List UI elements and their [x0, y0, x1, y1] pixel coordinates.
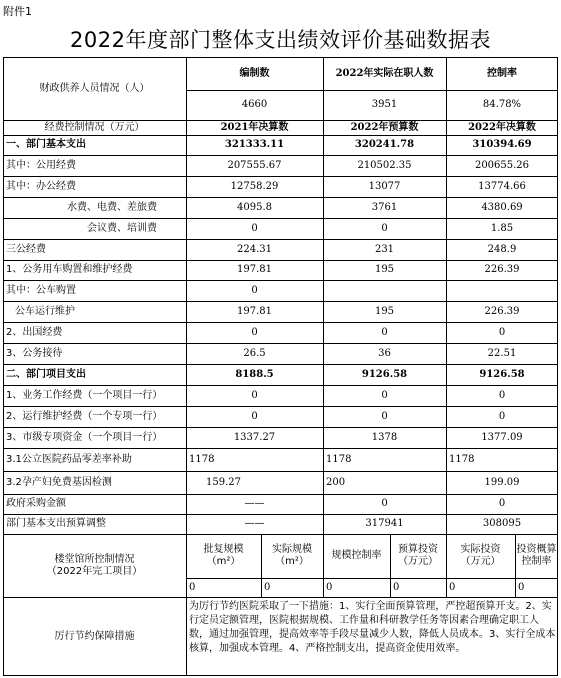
table-rule	[323, 534, 324, 597]
table-cell: 36	[378, 347, 391, 359]
table-cell: 248.9	[487, 243, 517, 255]
table-cell: 231	[374, 243, 395, 255]
table-cell: 3761	[371, 201, 398, 213]
table-rule	[3, 57, 4, 676]
table-rule	[3, 322, 558, 323]
table-rule	[3, 494, 558, 495]
table-rule	[3, 197, 558, 198]
table-cell: 159.27	[206, 476, 241, 488]
table-row-label: 其中：公用经费	[6, 159, 76, 171]
table-rule	[3, 57, 558, 58]
building-header-text: （m²）	[275, 556, 309, 567]
table-row-label: 3.2孕产妇免费基因检测	[6, 476, 112, 488]
building-header-text: （万元）	[460, 556, 501, 567]
table-rule	[3, 675, 558, 676]
table-rule	[3, 280, 558, 281]
table-cell: 0	[381, 410, 388, 422]
table-row-label: 公车运行维护	[15, 305, 75, 317]
table-cell: 226.39	[484, 264, 520, 275]
table-rule	[3, 427, 558, 428]
table-cell: 0	[251, 389, 258, 401]
table-rule	[323, 57, 324, 534]
table-cell: 9126.58	[479, 368, 525, 380]
table-row-label: 会议费、培训费	[87, 222, 157, 234]
table-cell: 195	[374, 305, 395, 317]
building-header	[390, 534, 446, 578]
building-value: 0	[393, 581, 400, 593]
table-cell: 197.81	[237, 264, 272, 275]
table-row-label: 一、部门基本支出	[6, 139, 86, 150]
staff-value: 4660	[241, 99, 268, 110]
table-row-label: 三公经费	[6, 243, 46, 255]
funding-label: 经费控制情况（万元）	[44, 121, 145, 133]
table-cell: ——	[244, 498, 265, 509]
table-cell: 1.85	[490, 222, 514, 234]
building-header	[186, 534, 261, 578]
table-rule	[3, 120, 558, 121]
building-value: 0	[264, 581, 271, 593]
table-rule	[3, 471, 558, 472]
page-title: 2022年度部门整体支出绩效评价基础数据表	[70, 28, 491, 52]
building-value: 0	[189, 581, 196, 593]
table-rule	[446, 534, 447, 597]
table-cell: 0	[498, 498, 506, 509]
table-cell: 200	[326, 476, 346, 488]
building-header-text: （万元）	[398, 556, 438, 567]
staff-label: 财政供养人员情况（人）	[39, 82, 150, 94]
table-rule	[3, 135, 558, 136]
table-row-label: 3.1公立医院药品零差率补助	[6, 453, 132, 465]
table-cell: 0	[251, 222, 258, 234]
table-cell: 26.5	[243, 347, 266, 359]
data-table	[3, 57, 558, 676]
table-cell: 200655.26	[474, 159, 530, 171]
table-rule	[186, 534, 187, 597]
building-value: 0	[449, 581, 456, 593]
table-rule	[3, 155, 558, 156]
table-rule	[390, 534, 391, 597]
building-header-text: 实际投资	[460, 544, 501, 555]
table-cell: 0	[251, 410, 258, 422]
funding-header: 2022年预算数	[350, 121, 419, 133]
table-row-label: 其中：公车购置	[6, 284, 76, 296]
table-cell: 13077	[368, 180, 401, 192]
table-cell: 308095	[482, 518, 522, 529]
table-cell: 1378	[371, 431, 398, 443]
table-rule	[3, 514, 558, 515]
table-rule	[557, 57, 558, 676]
table-cell: 4380.69	[481, 201, 523, 213]
table-cell: 0	[498, 326, 506, 338]
table-cell: 310394.69	[472, 139, 532, 150]
table-rule	[3, 218, 558, 219]
table-rule	[186, 578, 558, 579]
table-cell: 12758.29	[230, 180, 279, 192]
building-header	[446, 534, 515, 578]
table-cell: 1377.09	[481, 431, 523, 443]
table-row-label: 二、部门项目支出	[6, 368, 86, 380]
table-cell: 1337.27	[233, 431, 276, 443]
table-cell: 1178	[189, 453, 215, 465]
table-cell: 224.31	[237, 243, 272, 255]
attachment-label: 附件1	[3, 5, 32, 18]
table-cell: 9126.58	[361, 368, 408, 380]
table-cell: 0	[251, 284, 258, 296]
table-row-label: 3、市级专项资金（一个项目一行）	[6, 431, 163, 443]
table-cell: 317941	[365, 518, 404, 529]
table-rule	[3, 406, 558, 407]
table-row-label: 1、业务工作经费（一个项目一行）	[6, 389, 163, 401]
table-cell	[323, 280, 446, 301]
table-rule	[3, 301, 558, 302]
table-cell: 13774.66	[478, 180, 526, 192]
building-value: 0	[518, 581, 525, 593]
table-rule	[446, 57, 447, 534]
building-header-text: 批复规模	[203, 544, 244, 555]
building-value: 0	[326, 581, 333, 593]
table-row-label: 部门基本支出预算调整	[6, 518, 106, 529]
table-cell: 210502.35	[357, 159, 412, 171]
table-cell: 1178	[326, 453, 352, 465]
building-header	[323, 534, 390, 578]
building-header	[515, 534, 558, 578]
table-rule	[3, 385, 558, 386]
table-cell: 22.51	[487, 347, 517, 359]
table-row-label: 3、公务接待	[6, 347, 63, 359]
table-row-label: 2、运行维护经费（一个专项一行）	[6, 410, 163, 422]
building-header	[261, 534, 323, 578]
table-cell: 0	[381, 498, 388, 509]
table-row-label: 水费、电费、差旅费	[67, 201, 157, 213]
measures-text: 为厉行节约医院采取了一下措施：1、实行全面预算管理，严控超预算开支。2、实行定员定额管理，医院根据规模、工作量和科研教学任务等因素合理确定职工人数，通过加强管理，提高效率等手段尽量减少人数，降低人员成本。3、实行全成本核算，加强成本管理。4、严格控制支出，提高资金使用效率。	[189, 601, 556, 654]
table-cell: 1178	[449, 453, 475, 465]
table-rule	[186, 597, 187, 676]
building-header-text: 实际规模	[272, 544, 312, 555]
staff-header: 编制数	[239, 67, 270, 79]
table-rule	[186, 90, 558, 91]
table-row-label: 其中：办公经费	[6, 180, 76, 192]
table-rule	[3, 343, 558, 344]
table-rule	[3, 448, 558, 449]
table-row-label: 2、出国经费	[6, 326, 63, 338]
table-rule	[3, 364, 558, 365]
table-cell: 321333.11	[224, 139, 285, 150]
table-cell: 4095.8	[237, 201, 272, 213]
table-rule	[3, 260, 558, 261]
building-header-text: 规模控制率	[331, 550, 382, 561]
building-label-line2: （2022年完工项目）	[46, 565, 143, 577]
building-header-text: 投资概算控制率	[516, 544, 557, 567]
table-cell: 0	[251, 326, 258, 338]
table-cell: 0	[498, 389, 506, 401]
funding-header: 2022年决算数	[468, 121, 536, 133]
table-cell: 0	[381, 389, 388, 401]
table-cell: 8188.5	[235, 368, 274, 380]
table-cell: 320241.78	[354, 139, 415, 150]
table-row-label: 1、公务用车购置和维护经费	[6, 264, 133, 275]
table-rule	[3, 239, 558, 240]
table-cell: 195	[374, 264, 395, 275]
table-rule	[186, 57, 187, 534]
table-cell: 0	[381, 222, 388, 234]
table-cell	[446, 280, 558, 301]
table-cell: 207555.67	[227, 159, 282, 171]
table-cell: 199.09	[484, 476, 520, 488]
table-cell: 197.81	[237, 305, 272, 317]
table-cell: 0	[498, 410, 506, 422]
table-rule	[3, 534, 558, 535]
table-rule	[515, 534, 516, 597]
building-label	[3, 534, 186, 597]
funding-header: 2021年决算数	[220, 121, 289, 133]
staff-header: 控制率	[487, 67, 517, 79]
table-rule	[3, 597, 558, 598]
table-cell: 226.39	[484, 305, 520, 317]
table-rule	[261, 534, 262, 597]
building-header-text: 预算投资	[398, 544, 438, 555]
table-cell: 0	[381, 326, 388, 338]
staff-value: 84.78%	[482, 99, 522, 110]
building-header-text: （m²）	[206, 556, 241, 567]
staff-value: 3951	[371, 99, 398, 110]
building-label-line1: 楼堂馆所控制情况	[54, 553, 135, 565]
measures-label: 厉行节约保障措施	[54, 630, 135, 642]
staff-header: 2022年实际在职人数	[335, 67, 434, 79]
table-cell: ——	[244, 518, 265, 529]
table-row-label: 政府采购金额	[6, 498, 66, 509]
table-rule	[3, 176, 558, 177]
